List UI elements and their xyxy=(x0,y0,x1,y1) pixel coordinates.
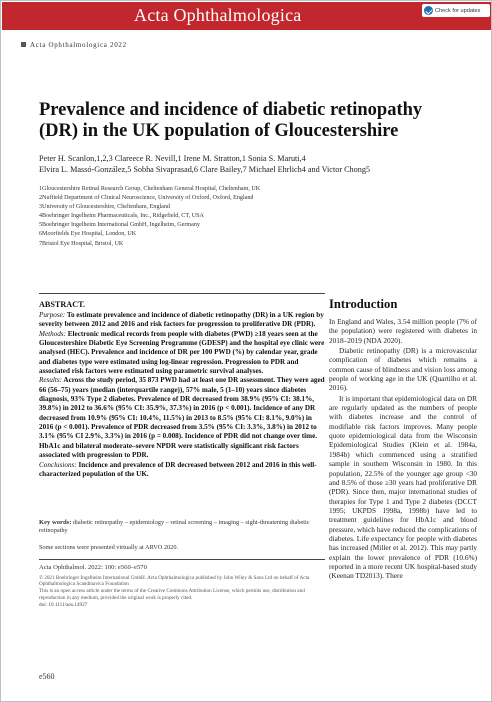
purpose-label: Purpose: xyxy=(39,311,66,319)
affiliation: 6Moorfields Eye Hospital, London, UK xyxy=(39,231,137,238)
conclusions-label: Conclusions: xyxy=(39,460,77,469)
doi-link[interactable]: doi: 10.1111/aos.14927 xyxy=(39,602,88,609)
affiliations xyxy=(39,185,459,249)
citation: Acta Ophthalmol. 2022: 100: e560–e570 xyxy=(39,564,147,571)
keywords-label: Key words: xyxy=(39,519,72,526)
presentation-note: Some sections were presented virtually at ARVO 2020. xyxy=(39,544,179,551)
affiliation: 4Boehringer Ingelheim Pharmaceuticals, Inc., Ridgefield, CT, USA xyxy=(39,213,204,220)
authors-line-1: Peter H. Scanlon,1,2,3 Clareece R. Nevill,1 Irene M. Stratton,1 Sonia S. Maruti,4 xyxy=(39,154,306,163)
authors-line-2: Elvira L. Massó-González,5 Sobha Sivaprasad,6 Clare Bailey,7 Michael Ehrlich4 and Victor Chong5 xyxy=(39,165,371,175)
article-footer xyxy=(39,564,325,610)
check-updates-icon xyxy=(424,6,433,15)
results-label: Results: xyxy=(39,376,63,385)
abstract-top-rule xyxy=(39,293,325,294)
journal-title: Acta Ophthalmologica xyxy=(134,5,302,25)
page-number: e560 xyxy=(39,672,55,681)
intro-paragraph: In England and Wales, 3.54 million people (7% of the population) were registered with diabetes in 2018–2019 (NDA 2020). xyxy=(329,317,477,345)
purpose-text: To estimate prevalence and incidence of diabetic retinopathy (DR) in a UK region by severity between 2012 and 2016 and risk factors for progression to proliferative DR (PDR). xyxy=(39,311,324,329)
results-text: Across the study period, 35 873 PWD had at least one DR assessment. They were aged 66 (56–75) years (median (interquartile range)), 57% male, 5 (1–10) years since diabetes diagnosis, 93% Type 2 diabetes. Prevalence of DR decreased from 38.9% (95% CI: 38.1%, 39.8%) in 2012 to 36.6% (95% CI: 35.9%, 37.3%) in 2016 (p < 0.001). Incidence of any DR decreased from 10.9% (95% CI: 10.4%, 11.5%) in 2013 to 8.5% (95% CI: 8.1%, 9.0%) in 2016 (p < 0.001). Prevalence of PDR decreased from 3.5% (95% CI: 3.3%, 3.8%) in 2012 to 3.1% (95% CI 2.9%, 3.3%) in 2016 (p = 0.008). Incidence of PDR did not change over time. HbA1c and bilateral moderate–severe NPDR were statistically significant risk factors associated with progression to PDR. xyxy=(39,376,325,460)
abstract-heading: ABSTRACT. xyxy=(39,300,86,309)
affiliation: 5Boehringer Ingelheim International GmbH, Ingelheim, Germany xyxy=(39,222,200,229)
copyright-notice: © 2021 Boehringer Ingelheim International GmbH. Acta Ophthalmologica published by John Wiley & Sons Ltd on behalf of Acta Ophthalmologica Scandinavica Foundation xyxy=(39,574,310,588)
keywords xyxy=(39,519,325,536)
affiliation: 2Nuffield Department of Clinical Neuroscience, University of Oxford, Oxford, England xyxy=(39,195,254,202)
methods-text: Electronic medical records from people with diabetes (PWD) ≥18 years seen at the Gloucestershire Diabetic Eye Screening Programme (GDESP) and the hospital eye clinic were analysed (HEC). Prevalence and incidence of DR per 100 PWD (%) by calendar year, grade and diabetes type were estimated using log-linear regression. Progression to PDR and associated risk factors were estimated using parametric survival analyses. xyxy=(39,329,325,376)
check-for-updates-button[interactable] xyxy=(422,4,490,17)
check-updates-label: Check for updates xyxy=(435,7,481,14)
intro-paragraph: Diabetic retinopathy (DR) is a microvascular complication of diabetes which remains a common cause of blindness and vision loss among people of working age in the UK (Quartilho et al. 2016). xyxy=(329,346,477,393)
keywords-text: diabetic retinopathy – epidemiology – retinal screening – imaging – sight-threatening diabetic retinopathy xyxy=(39,519,310,535)
introduction-heading: Introduction xyxy=(329,297,398,311)
license-notice: This is an open access article under the terms of the Creative Commons Attribution License, which permits use, distribution and reproduction in any medium, provided the original work is properly cited. xyxy=(39,587,305,601)
footer-rule xyxy=(39,559,325,560)
square-bullet-icon xyxy=(21,42,26,47)
intro-paragraph: It is important that epidemiological data on DR are regularly updated as the numbers of people with diabetes increase and the control of modifiable risk factors improves. Many people quote epidemiological data from the Wisconsin Epidemiological Studies (Klein et al. 1984a, 1984b) which commenced using a stratified sample in southern Wisconsin in 1980. In this population, 22.5% of the younger age group <30 and 8.5% of those ≥30 years had proliferative DR (PDR). Since then, major international studies of therapies for Type 1 and Type 2 diabetes (DCCT 1995; UKPDS 1998a, 1998b) have led to treatment guidelines for HbA1c and blood pressure, which have reduced the complications of diabetes. Life expectancy for people with diabetes has increased (Miller et al. 2012). This may partly explain the lower prevalence of PDR (10.6%) reported in a more recent UK hospital-based study (Keenan TD2013). There xyxy=(329,393,478,581)
affiliation: 7Bristol Eye Hospital, Bristol, UK xyxy=(39,240,124,247)
introduction-section xyxy=(329,297,477,581)
methods-label: Methods: xyxy=(39,329,66,338)
abstract-conclusions xyxy=(39,461,325,480)
abstract xyxy=(39,293,325,479)
abstract-results xyxy=(39,376,325,460)
abstract-methods xyxy=(39,330,325,377)
author-list xyxy=(39,153,479,175)
article-title: Prevalence and incidence of diabetic retinopathy (DR) in the UK population of Gloucestershire xyxy=(39,100,423,141)
conclusions-text: Incidence and prevalence of DR decreased between 2012 and 2016 in this well-characterized population of the UK. xyxy=(39,460,317,478)
affiliation: 1Gloucestershire Retinal Research Group, Cheltenham General Hospital, Cheltenham, UK xyxy=(39,186,261,192)
running-head-text: Acta Ophthalmologica 2022 xyxy=(30,41,127,49)
affiliation: 3University of Gloucestershire, Cheltenham, England xyxy=(39,204,170,211)
journal-masthead xyxy=(2,2,492,30)
abstract-purpose xyxy=(39,311,325,330)
running-head xyxy=(21,41,127,49)
